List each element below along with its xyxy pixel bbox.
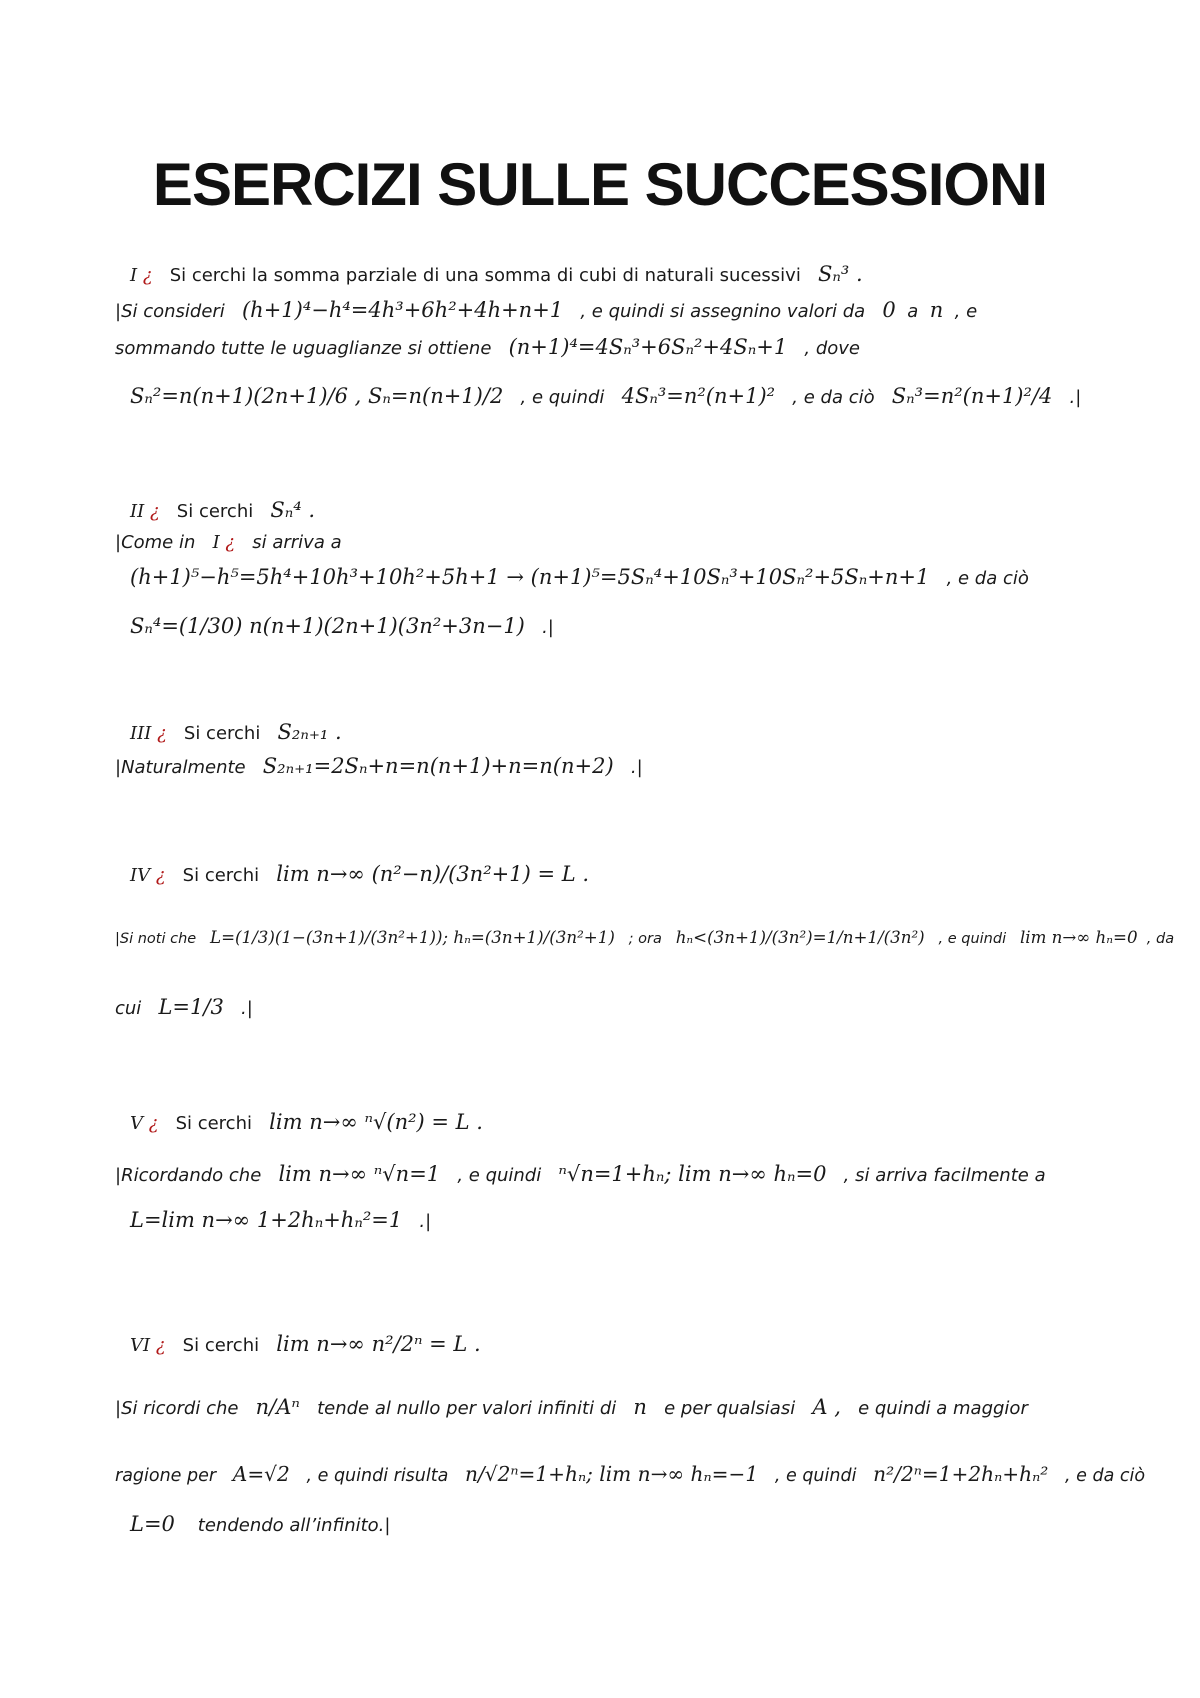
exercise-prompt: Si cerchi <box>182 865 260 886</box>
question-mark-glyph: ¿ <box>155 1335 166 1356</box>
text-fragment: , dove <box>804 338 860 359</box>
exercise-formula: lim n→∞ n²/2ⁿ = L . <box>276 1332 481 1356</box>
exercise-prompt: Si cerchi <box>176 501 254 522</box>
text-fragment: , e <box>954 301 978 322</box>
exercise-2-line-1 <box>115 532 342 553</box>
text-fragment: , e da ciò <box>792 387 875 408</box>
exercise-prompt: Si cerchi <box>175 1113 252 1134</box>
exercise-1-line-3 <box>130 384 1081 408</box>
text-fragment: e quindi a maggior <box>858 1398 1028 1419</box>
text-fragment: , e quindi <box>774 1466 857 1486</box>
text-fragment: si arriva a <box>252 532 342 553</box>
math-formula: L=1/3 <box>158 995 224 1019</box>
text-fragment: , da <box>1146 931 1175 947</box>
exercise-4-line-2 <box>115 995 253 1019</box>
text-fragment: sommando tutte le uguaglianze si ottiene <box>115 338 492 359</box>
question-mark-glyph: ¿ <box>155 865 166 886</box>
exercise-6-line-2 <box>115 1462 1145 1486</box>
math-formula: ⁿ√n=1+hₙ; lim n→∞ hₙ=0 <box>558 1162 827 1186</box>
text-fragment: |Ricordando che <box>115 1165 262 1186</box>
text-fragment: .| <box>1069 387 1082 408</box>
exercise-number: VI <box>130 1335 151 1356</box>
text-fragment: cui <box>115 998 142 1019</box>
exercise-formula: S₂ₙ₊₁ . <box>277 720 342 744</box>
exercise-number: I <box>130 265 138 286</box>
question-mark-glyph: ¿ <box>157 723 167 744</box>
math-formula: (n+1)⁴=4Sₙ³+6Sₙ²+4Sₙ+1 <box>508 335 788 359</box>
math-formula: A , <box>812 1395 841 1419</box>
exercise-1-heading <box>130 262 863 286</box>
math-formula: (h+1)⁴−h⁴=4h³+6h²+4h+n+1 <box>241 298 564 322</box>
text-fragment: .| <box>241 998 253 1019</box>
text-fragment: tende al nullo per valori infiniti di <box>317 1398 617 1419</box>
exercise-5-heading <box>130 1110 483 1134</box>
math-formula: n/Aⁿ <box>255 1395 300 1419</box>
question-mark-glyph: ¿ <box>142 265 153 286</box>
text-fragment: ; ora <box>628 931 662 947</box>
exercise-6-line-3 <box>130 1512 390 1536</box>
math-formula: n <box>929 298 944 322</box>
math-formula: n/√2ⁿ=1+hₙ; lim n→∞ hₙ=−1 <box>465 1462 759 1486</box>
text-fragment: |Si consideri <box>115 301 225 322</box>
math-formula: hₙ<(3n+1)/(3n²)=1/n+1/(3n²) <box>675 928 925 947</box>
math-formula: (h+1)⁵−h⁵=5h⁴+10h³+10h²+5h+1 → (n+1)⁵=5Sₙ⁴+10Sₙ³+10Sₙ²+5Sₙ+n+1 <box>130 565 930 589</box>
exercise-6-heading <box>130 1332 481 1356</box>
math-formula: lim n→∞ hₙ=0 <box>1019 928 1138 947</box>
exercise-2-line-2 <box>130 565 1029 589</box>
math-formula: 0 <box>882 298 896 322</box>
exercise-number: III <box>130 723 152 744</box>
text-fragment: , e quindi <box>520 387 605 408</box>
math-formula: Sₙ³=n²(n+1)²/4 <box>891 384 1053 408</box>
exercise-formula: Sₙ⁴ . <box>270 498 316 522</box>
exercise-2-line-3 <box>130 614 554 638</box>
exercise-number: IV <box>130 865 151 886</box>
question-mark-glyph: ¿ <box>225 532 236 553</box>
math-formula: lim n→∞ ⁿ√n=1 <box>278 1162 441 1186</box>
math-formula: n <box>633 1395 647 1419</box>
math-formula: L=(1/3)(1−(3n+1)/(3n²+1)); hₙ=(3n+1)/(3n²+1) <box>210 928 615 947</box>
exercise-4-line-1 <box>115 928 1174 947</box>
math-formula: A=√2 <box>232 1462 290 1486</box>
text-fragment: , e da ciò <box>1065 1466 1146 1486</box>
document-title: ESERCIZI SULLE SUCCESSIONI <box>152 151 1048 218</box>
text-fragment: |Come in <box>115 532 196 553</box>
text-fragment: , e da ciò <box>946 568 1029 589</box>
exercise-formula: Sₙ³ . <box>818 262 863 286</box>
exercise-prompt: Si cerchi <box>182 1335 260 1356</box>
exercise-number: V <box>130 1113 143 1134</box>
exercise-formula: lim n→∞ ⁿ√(n²) = L . <box>269 1110 483 1134</box>
text-fragment: tendendo all’infinito.| <box>197 1515 391 1536</box>
math-formula: Sₙ²=n(n+1)(2n+1)/6 , Sₙ=n(n+1)/2 <box>130 384 504 408</box>
text-fragment: , e quindi si assegnino valori da <box>580 301 866 322</box>
text-fragment: , e quindi risulta <box>306 1466 449 1486</box>
math-formula: 4Sₙ³=n²(n+1)² <box>621 384 776 408</box>
text-fragment: .| <box>542 617 554 638</box>
text-fragment: |Si ricordi che <box>115 1398 239 1419</box>
text-fragment: ragione per <box>115 1466 217 1486</box>
exercise-4-heading <box>130 862 589 886</box>
exercise-5-line-1 <box>115 1162 1046 1186</box>
exercise-prompt: Si cerchi <box>183 723 261 744</box>
text-fragment: .| <box>419 1211 432 1232</box>
math-formula: Sₙ⁴=(1/30) n(n+1)(2n+1)(3n²+3n−1) <box>130 614 525 638</box>
math-formula: S₂ₙ₊₁=2Sₙ+n=n(n+1)+n=n(n+2) <box>262 754 614 778</box>
exercise-prompt: Si cerchi la somma parziale di una somma di cubi di naturali sucessivi <box>169 265 801 286</box>
math-formula: n²/2ⁿ=1+2hₙ+hₙ² <box>873 1462 1049 1486</box>
math-formula: L=lim n→∞ 1+2hₙ+hₙ²=1 <box>130 1208 403 1232</box>
exercise-reference: I <box>212 532 220 553</box>
exercise-3-line-1 <box>115 754 643 778</box>
exercise-2-heading <box>130 498 315 522</box>
exercise-3-heading <box>130 720 342 744</box>
exercise-1-line-1 <box>115 298 977 322</box>
exercise-6-line-1 <box>115 1395 1028 1419</box>
text-fragment: |Naturalmente <box>115 757 246 778</box>
text-fragment: , e quindi <box>457 1165 542 1186</box>
question-mark-glyph: ¿ <box>148 1113 159 1134</box>
text-fragment: a <box>907 301 919 322</box>
exercise-number: II <box>130 501 145 522</box>
text-fragment: , si arriva facilmente a <box>843 1165 1046 1186</box>
exercise-1-line-2 <box>115 335 860 359</box>
question-mark-glyph: ¿ <box>149 501 160 522</box>
text-fragment: |Si noti che <box>115 931 197 947</box>
math-formula: L=0 <box>130 1512 175 1536</box>
text-fragment: e per qualsiasi <box>664 1398 796 1419</box>
text-fragment: .| <box>630 757 643 778</box>
exercise-formula: lim n→∞ (n²−n)/(3n²+1) = L . <box>276 862 590 886</box>
text-fragment: , e quindi <box>938 931 1007 947</box>
exercise-5-line-2 <box>130 1208 431 1232</box>
